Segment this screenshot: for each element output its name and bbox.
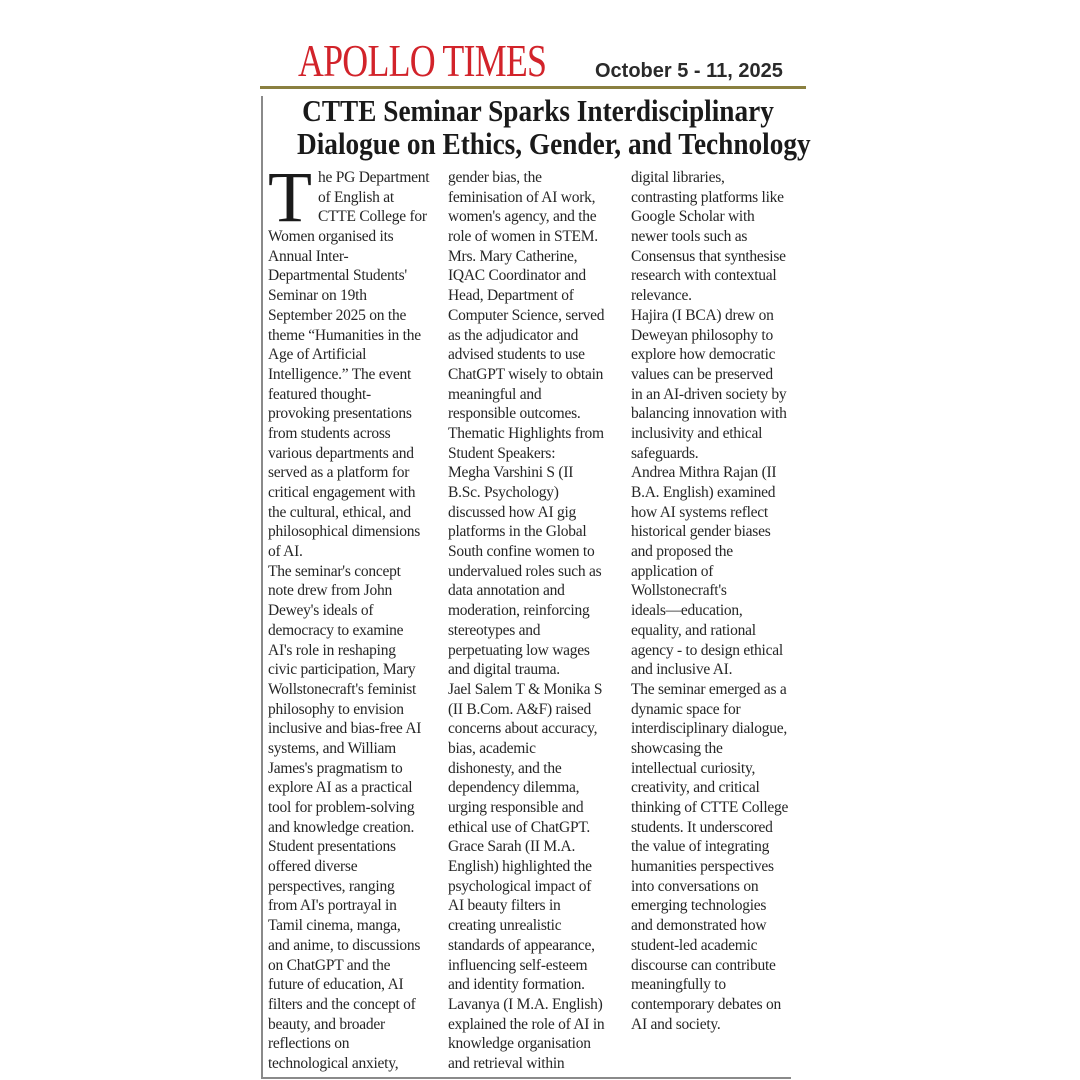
text-line: explore AI as a practical <box>268 779 413 797</box>
text-line: of AI. <box>268 543 303 561</box>
article-column-1 <box>268 157 430 1074</box>
text-line: Departmental Students' <box>268 267 407 285</box>
text-line: humanities perspectives <box>631 858 774 876</box>
text-line: Tamil cinema, manga, <box>268 917 401 935</box>
text-line: influencing self-esteem <box>448 956 588 974</box>
text-line: Google Scholar with <box>631 208 755 226</box>
text-line: agency - to design ethical <box>631 641 783 659</box>
text-line: and retrieval within <box>448 1054 565 1072</box>
text-line: Hajira (I BCA) drew on <box>631 306 774 324</box>
drop-cap: T <box>268 157 312 237</box>
text-line: women's agency, and the <box>448 208 597 226</box>
text-line: in an AI-driven society by <box>631 385 787 403</box>
text-line: theme “Humanities in the <box>268 326 421 344</box>
text-line: served as a platform for <box>268 464 410 482</box>
text-line: critical engagement with <box>268 484 416 501</box>
text-line: emerging technologies <box>631 897 767 915</box>
text-line: responsible outcomes. <box>448 405 581 423</box>
text-line: Wollstonecraft's feminist <box>268 680 417 698</box>
text-line: perpetuating low wages <box>448 641 590 659</box>
text-line: provoking presentations <box>268 405 412 423</box>
text-line: Deweyan philosophy to <box>631 326 773 344</box>
text-line: discussed how AI gig <box>448 503 577 521</box>
text-line: South confine women to <box>448 543 595 561</box>
text-line: Mrs. Mary Catherine, <box>448 247 578 265</box>
text-line: values can be preserved <box>631 365 773 383</box>
text-line: role of women in STEM. <box>448 228 598 246</box>
text-line: Women organised its <box>268 228 394 246</box>
text-line: psychological impact of <box>448 877 592 895</box>
clipping-left-border <box>261 96 263 1079</box>
text-line: ideals—education, <box>631 602 743 620</box>
text-line: safeguards. <box>631 444 699 462</box>
text-line: featured thought- <box>268 385 371 403</box>
text-line: Thematic Highlights from <box>448 424 604 442</box>
text-line: historical gender biases <box>631 523 771 541</box>
text-line: on ChatGPT and the <box>268 956 391 974</box>
text-line: he PG Department <box>318 169 430 186</box>
text-line: AI and society. <box>631 1015 721 1033</box>
text-line: urging responsible and <box>448 799 584 816</box>
text-line: bias, academic <box>448 739 536 757</box>
text-line: offered diverse <box>268 858 358 876</box>
article-headline <box>262 94 814 160</box>
text-line: various departments and <box>268 444 414 462</box>
text-line: English) highlighted the <box>448 858 592 876</box>
text-line: philosophical dimensions <box>268 523 421 541</box>
text-line: philosophy to envision <box>268 700 404 718</box>
headline-line-2: Dialogue on Ethics, Gender, and Technology <box>297 126 811 161</box>
text-line: note drew from John <box>268 582 392 600</box>
text-line: from AI's portrayal in <box>268 897 397 915</box>
text-line: gender bias, the <box>448 169 542 186</box>
text-line: Seminar on 19th <box>268 287 367 305</box>
text-line: Head, Department of <box>448 287 574 305</box>
text-line: relevance. <box>631 287 692 305</box>
text-line: CTTE College for <box>318 208 427 226</box>
text-line: data annotation and <box>448 582 565 600</box>
text-line: filters and the concept of <box>268 995 416 1013</box>
text-line: ChatGPT wisely to obtain <box>448 365 604 383</box>
text-line: showcasing the <box>631 739 723 757</box>
text-line: and knowledge creation. <box>268 818 415 836</box>
text-line: ethical use of ChatGPT. <box>448 818 591 836</box>
text-line: standards of appearance, <box>448 936 595 954</box>
text-line: Student Speakers: <box>448 444 556 462</box>
text-line: reflections on <box>268 1035 350 1053</box>
text-line: perspectives, ranging <box>268 877 395 895</box>
text-line: tool for problem-solving <box>268 799 415 816</box>
text-line: Computer Science, served <box>448 306 605 324</box>
text-line: dishonesty, and the <box>448 759 562 777</box>
masthead-divider <box>260 86 806 89</box>
text-line: interdisciplinary dialogue, <box>631 720 787 738</box>
text-line: student-led academic <box>631 936 758 954</box>
text-line: from students across <box>268 424 391 442</box>
text-line: Annual Inter- <box>268 247 349 265</box>
text-line: creativity, and critical <box>631 779 760 797</box>
text-line: Wollstonecraft's <box>631 582 727 600</box>
text-line: meaningful and <box>448 385 542 403</box>
text-line: Megha Varshini S (II <box>448 464 574 482</box>
text-line: explained the role of AI in <box>448 1015 605 1033</box>
text-line: and anime, to discussions <box>268 936 421 954</box>
text-line: IQAC Coordinator and <box>448 267 586 285</box>
text-line: contemporary debates on <box>631 995 782 1013</box>
text-line: students. It underscored <box>631 818 773 836</box>
text-line: digital libraries, <box>631 169 725 186</box>
text-line: Andrea Mithra Rajan (II <box>631 464 777 482</box>
text-line: inclusivity and ethical <box>631 424 763 442</box>
text-line: advised students to use <box>448 346 585 364</box>
issue-date: October 5 - 11, 2025 <box>595 60 783 82</box>
article-column-3 <box>631 168 788 1034</box>
text-line: civic participation, Mary <box>268 661 416 679</box>
text-line: balancing innovation with <box>631 405 787 423</box>
text-line: Jael Salem T & Monika S <box>448 680 603 698</box>
text-line: intellectual curiosity, <box>631 759 756 777</box>
text-line: The seminar emerged as a <box>631 680 787 698</box>
text-line: dependency dilemma, <box>448 779 580 797</box>
text-line: AI beauty filters in <box>448 897 561 915</box>
text-line: and digital trauma. <box>448 661 560 679</box>
text-line: as the adjudicator and <box>448 326 579 344</box>
text-line: September 2025 on the <box>268 306 407 324</box>
text-line: B.Sc. Psychology) <box>448 484 559 501</box>
text-line: how AI systems reflect <box>631 503 768 521</box>
text-line: contrasting platforms like <box>631 188 784 206</box>
clipping-bottom-border <box>261 1077 791 1079</box>
text-line: thinking of CTTE College <box>631 799 789 816</box>
text-line: stereotypes and <box>448 621 541 639</box>
text-line: AI's role in reshaping <box>268 641 396 659</box>
text-line: discourse can contribute <box>631 956 776 974</box>
masthead-logo: APOLLO TIMES <box>298 35 547 86</box>
text-line: Dewey's ideals of <box>268 602 374 620</box>
text-line: and inclusive AI. <box>631 661 733 679</box>
text-line: Grace Sarah (II M.A. <box>448 838 576 856</box>
text-line: into conversations on <box>631 877 759 895</box>
text-line: of English at <box>318 188 394 206</box>
text-line: B.A. English) examined <box>631 484 776 501</box>
text-line: beauty, and broader <box>268 1015 385 1033</box>
text-line: technological anxiety, <box>268 1054 399 1072</box>
text-line: moderation, reinforcing <box>448 602 590 620</box>
article-column-2 <box>448 168 604 1074</box>
text-line: dynamic space for <box>631 700 741 718</box>
text-line: and proposed the <box>631 543 733 561</box>
text-line: newer tools such as <box>631 228 748 246</box>
text-line: and demonstrated how <box>631 917 767 935</box>
text-line: the value of integrating <box>631 838 770 856</box>
text-line: James's pragmatism to <box>268 759 403 777</box>
text-line: knowledge organisation <box>448 1035 591 1053</box>
text-line: platforms in the Global <box>448 523 587 541</box>
text-line: meaningfully to <box>631 976 726 994</box>
text-line: concerns about accuracy, <box>448 720 598 738</box>
text-line: inclusive and bias-free AI <box>268 720 422 738</box>
text-line: Intelligence.” The event <box>268 365 412 383</box>
text-line: the cultural, ethical, and <box>268 503 411 521</box>
text-line: Consensus that synthesise <box>631 247 786 265</box>
text-line: future of education, AI <box>268 976 404 994</box>
text-line: research with contextual <box>631 267 777 285</box>
text-line: and identity formation. <box>448 976 585 994</box>
text-line: systems, and William <box>268 739 396 757</box>
text-line: creating unrealistic <box>448 917 562 935</box>
text-line: undervalued roles such as <box>448 562 602 580</box>
text-line: application of <box>631 562 714 580</box>
headline-line-1: CTTE Seminar Sparks Interdisciplinary <box>302 93 774 128</box>
text-line: Lavanya (I M.A. English) <box>448 995 603 1013</box>
text-line: Student presentations <box>268 838 396 856</box>
text-line: The seminar's concept <box>268 562 401 580</box>
text-line: equality, and rational <box>631 621 756 639</box>
text-line: Age of Artificial <box>268 346 367 364</box>
text-line: (II B.Com. A&F) raised <box>448 700 592 718</box>
text-line: explore how democratic <box>631 346 776 364</box>
text-line: democracy to examine <box>268 621 404 639</box>
text-line: feminisation of AI work, <box>448 188 596 206</box>
